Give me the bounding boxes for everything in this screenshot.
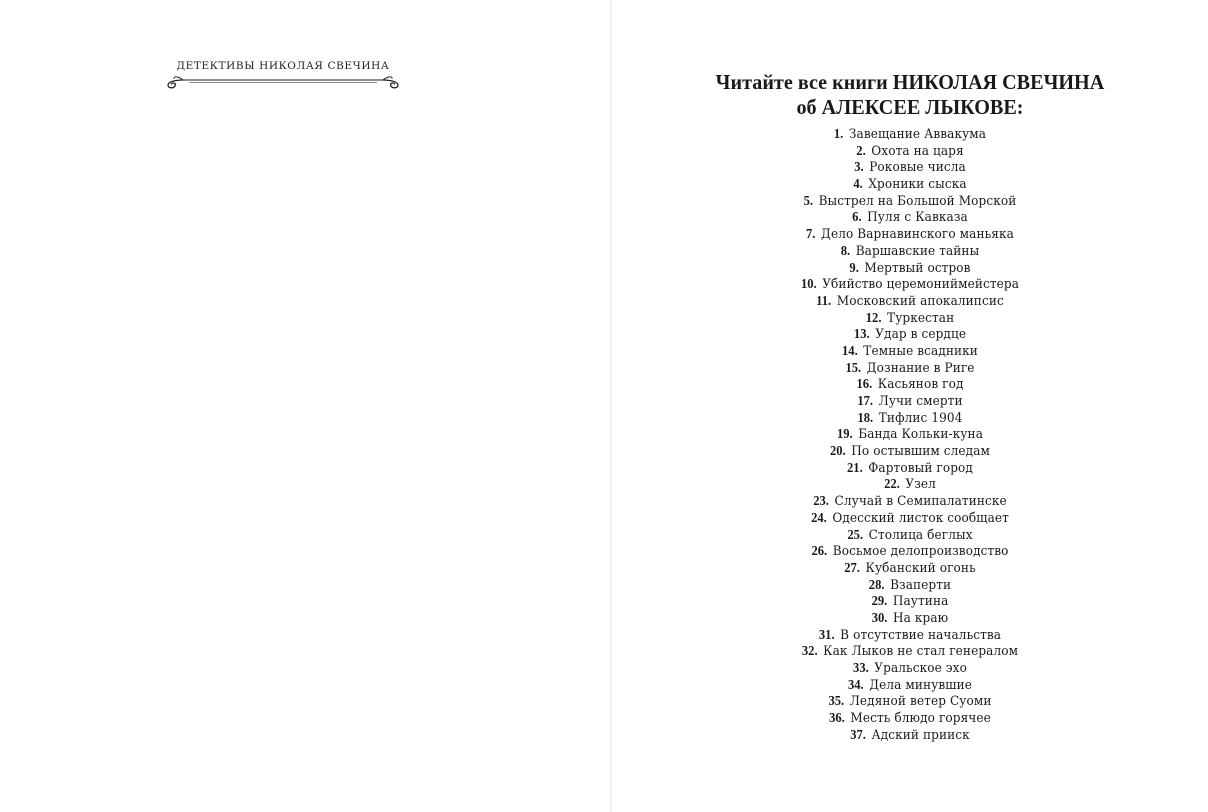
book-title: Дела минувшие: [869, 677, 973, 693]
list-item: [633, 476, 1187, 493]
book-number: 34.: [847, 676, 864, 692]
book-title: Месть блюдо горячее: [850, 711, 991, 727]
book-title: Темные всадники: [863, 343, 978, 359]
book-number: 26.: [811, 543, 828, 559]
list-item: [633, 143, 1187, 160]
book-number: 23.: [813, 493, 829, 509]
book-title: Одесский листок сообщает: [832, 510, 1009, 526]
list-item: [633, 677, 1187, 694]
list-item: [633, 543, 1187, 560]
list-item: [633, 310, 1187, 327]
book-number: 27.: [844, 559, 860, 575]
book-title: Уральское эхо: [874, 661, 967, 676]
book-number: 16.: [856, 376, 873, 392]
running-head-text: ДЕТЕКТИВЫ НИКОЛАЯ СВЕЧИНА: [176, 60, 390, 72]
book-number: 4.: [853, 176, 863, 192]
book-number: 10.: [800, 276, 817, 292]
book-number: 3.: [854, 159, 864, 175]
book-number: 14.: [842, 342, 858, 358]
list-item: [633, 610, 1187, 627]
book-number: 15.: [845, 359, 862, 375]
book-number: 17.: [857, 393, 874, 408]
list-item: [633, 360, 1187, 377]
book-title: Мертвый остров: [864, 260, 971, 276]
book-title: Банда Кольки-куна: [858, 427, 984, 443]
book-number: 31.: [818, 626, 835, 642]
list-item: [633, 660, 1187, 677]
page-title: [624, 70, 1196, 120]
book-number: 21.: [847, 459, 863, 475]
list-item: [633, 226, 1187, 243]
title-line-1: Читайте все книги НИКОЛАЯ СВЕЧИНА: [715, 70, 1105, 94]
list-item: [633, 460, 1187, 477]
book-title: Завещание Аввакума: [848, 127, 987, 142]
right-page: [612, 0, 1208, 812]
book-title: Охота на царя: [871, 143, 964, 159]
list-item: [633, 193, 1187, 210]
book-number: 24.: [811, 509, 827, 525]
book-number: 33.: [853, 660, 869, 675]
book-title: По остывшим следам: [851, 444, 990, 460]
book-number: 2.: [856, 142, 866, 158]
book-number: 13.: [853, 326, 870, 342]
book-number: 25.: [847, 526, 864, 542]
book-title: Дознание в Риге: [866, 360, 975, 376]
list-item: [633, 326, 1187, 343]
list-item: [633, 209, 1187, 226]
book-title: Выстрел на Большой Морской: [818, 193, 1017, 209]
ornament-rule-icon: [165, 72, 401, 92]
list-item: [633, 260, 1187, 277]
book-number: 9.: [849, 259, 859, 275]
book-title: Узел: [905, 477, 936, 493]
list-item: [633, 126, 1187, 143]
book-title: Фартовый город: [868, 460, 973, 476]
title-line-2: об АЛЕКСЕЕ ЛЫКОВЕ:: [796, 95, 1024, 119]
book-number: 36.: [829, 710, 845, 726]
list-item: [633, 176, 1187, 193]
book-title: Столица беглых: [868, 527, 973, 543]
book-title: Московский апокалипсис: [836, 293, 1004, 309]
book-title: Тифлис 1904: [878, 410, 963, 426]
book-title: Касьянов год: [877, 377, 964, 393]
list-item: [633, 293, 1187, 310]
book-number: 7.: [806, 226, 816, 242]
book-title: В отсутствие начальства: [840, 627, 1002, 643]
book-title: Пуля с Кавказа: [867, 210, 968, 226]
book-title: Паутина: [892, 594, 949, 610]
list-item: [633, 527, 1187, 544]
book-title: Удар в сердце: [875, 327, 967, 343]
running-head: [165, 58, 401, 92]
list-item: [633, 510, 1187, 527]
list-item: [633, 343, 1187, 360]
book-number: 11.: [816, 292, 832, 308]
book-title: Ледяной ветер Суоми: [849, 694, 992, 710]
book-title: Взаперти: [890, 577, 952, 593]
book-title: Туркестан: [887, 310, 955, 326]
list-item: [633, 493, 1187, 510]
book-title: Адский прииск: [871, 727, 970, 743]
list-item: [633, 593, 1187, 610]
list-item: [633, 159, 1187, 176]
list-item: [633, 443, 1187, 460]
list-item: [633, 560, 1187, 577]
book-number: 28.: [868, 576, 885, 592]
book-title: Варшавские тайны: [855, 243, 980, 259]
book-number: 12.: [865, 309, 882, 325]
list-item: [633, 426, 1187, 443]
list-item: [633, 393, 1187, 410]
book-number: 19.: [836, 426, 853, 442]
list-item: [633, 410, 1187, 427]
book-number: 30.: [871, 609, 888, 625]
list-item: [633, 376, 1187, 393]
book-title: Дело Варнавинского маньяка: [821, 227, 1014, 243]
list-item: [633, 243, 1187, 260]
list-item: [633, 727, 1187, 744]
book-number: 20.: [830, 443, 846, 459]
book-number: 5.: [803, 192, 814, 208]
book-number: 29.: [871, 593, 888, 609]
book-number: 6.: [852, 209, 862, 225]
book-number: 37.: [850, 726, 866, 742]
book-title: Случай в Семипалатинске: [834, 494, 1007, 510]
book-number: 22.: [884, 476, 900, 492]
list-item: [633, 693, 1187, 710]
book-number: 32.: [801, 643, 818, 659]
list-item: [633, 627, 1187, 644]
book-title: На краю: [892, 610, 949, 626]
book-title: Лучи смерти: [878, 394, 963, 409]
list-item: [633, 643, 1187, 660]
book-title: Убийство церемониймейстера: [822, 277, 1020, 293]
book-title: Кубанский огонь: [865, 560, 976, 576]
book-title: Хроники сыска: [868, 177, 967, 193]
book-number: 1.: [833, 126, 844, 141]
book-title: Как Лыков не стал генералом: [823, 644, 1019, 660]
list-item: [633, 276, 1187, 293]
book-title: Восьмое делопроизводство: [832, 544, 1009, 560]
book-title: Роковые числа: [869, 160, 966, 176]
list-item: [633, 710, 1187, 727]
list-item: [633, 577, 1187, 594]
book-number: 8.: [840, 242, 851, 258]
book-number: 35.: [828, 693, 845, 709]
book-list: [612, 126, 1208, 743]
book-number: 18.: [857, 409, 874, 425]
